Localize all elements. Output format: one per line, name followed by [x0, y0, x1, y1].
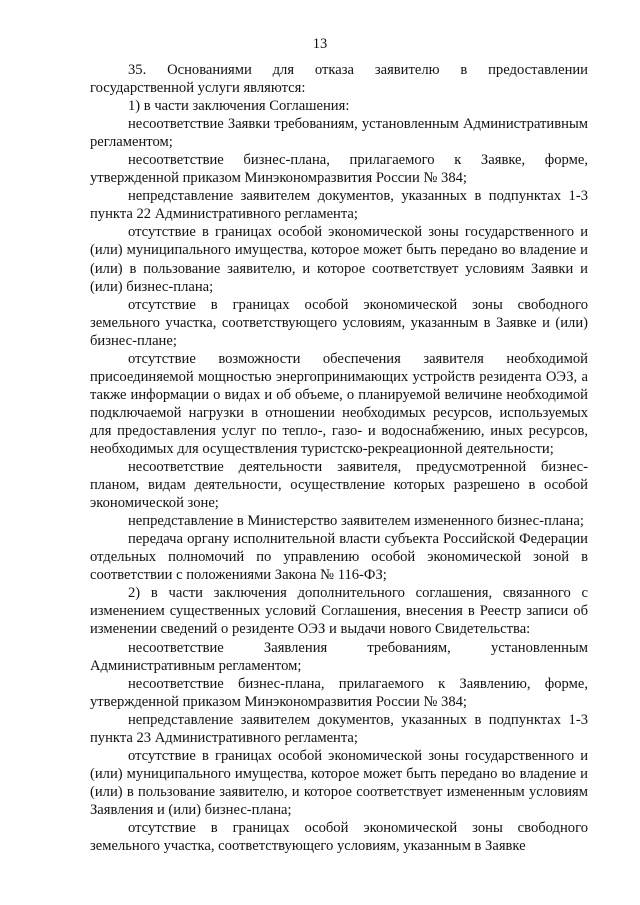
list-item: непредставление заявителем документов, указанных в подпунктах 1-3 пункта 23 Административного регламента; — [90, 711, 588, 746]
list-item: несоответствие деятельности заявителя, предусмотренной бизнес-планом, видам деятельности, осуществление которых разрешено в особой экономической зоне; — [90, 459, 588, 512]
list-item: несоответствие бизнес-плана, прилагаемого к Заявлению, форме, утвержденной приказом Минэкономразвития России № 384; — [90, 675, 588, 710]
list-item: несоответствие Заявления требованиям, установленным Административным регламентом; — [90, 639, 588, 674]
document-body — [90, 61, 588, 855]
page-number: 13 — [312, 36, 328, 52]
list-item: отсутствие в границах особой экономической зоны свободного земельного участка, соответствующего условиям, указанным в Заявке — [90, 819, 588, 855]
paragraph-35-intro: 35. Основаниями для отказа заявителю в предоставлении государственной услуги являются: — [90, 62, 588, 97]
subsection-2-heading: 2) в части заключения дополнительного соглашения, связанного с изменением существенных условий Соглашения, внесения в Реестр записи об изменении сведений о резиденте ОЭЗ и выдачи нового Свидетельства: — [90, 585, 588, 638]
list-item: отсутствие возможности обеспечения заявителя необходимой присоединяемой мощностью энергопринимающих устройств резидента ОЭЗ, а также информации о видах и об объеме, о планируемой величине необходимой подключаемой нагрузки в отношении необходимых ресурсов, используемых для предоставления услуг по тепло-, газо- и водоснабжению, иных ресурсов, необходимых для осуществления туристско-рекреационной деятельности; — [90, 350, 588, 457]
list-item: отсутствие в границах особой экономической зоны государственного и (или) муниципального имущества, которое может быть передано во владение и (или) в пользование заявителю, и которое соответствует условиям Заявки и (или) бизнес-плана; — [90, 224, 588, 295]
list-item: отсутствие в границах особой экономической зоны государственного и (или) муниципального имущества, которое может быть передано во владение и (или) в пользование заявителю, и которое соответствует измененным условиям Заявления и (или) бизнес-плана; — [90, 747, 588, 818]
subsection-1-heading: 1) в части заключения Соглашения: — [128, 98, 350, 115]
list-item: непредставление заявителем документов, указанных в подпунктах 1-3 пункта 22 Административного регламента; — [90, 188, 588, 223]
list-item: непредставление в Министерство заявителем измененного бизнес-плана; — [128, 513, 584, 530]
list-item: несоответствие бизнес-плана, прилагаемого к Заявке, форме, утвержденной приказом Минэкономразвития России № 384; — [90, 152, 588, 187]
list-item: отсутствие в границах особой экономической зоны свободного земельного участка, соответствующего условиям, указанным в Заявке и (или) бизнес-плане; — [90, 296, 588, 349]
list-item: несоответствие Заявки требованиям, установленным Административным регламентом; — [90, 116, 588, 151]
list-item: передача органу исполнительной власти субъекта Российской Федерации отдельных полномочий по управлению особой экономической зоной в соответствии с положениями Закона № 116-ФЗ; — [90, 531, 588, 584]
